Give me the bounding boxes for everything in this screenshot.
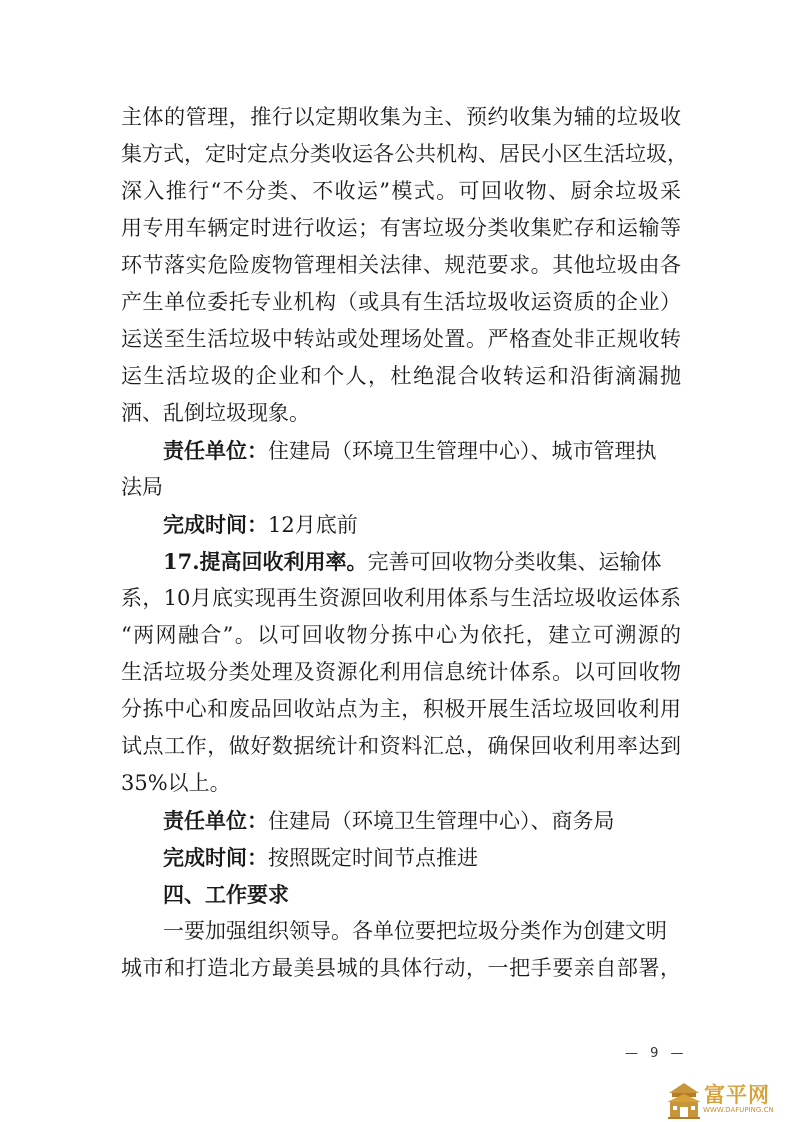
responsibility-line-2 (121, 802, 681, 839)
paragraph-line: 系，10月底实现再生资源回收利用体系与生活垃圾收运体系 (121, 586, 681, 610)
item-17-heading-line (121, 543, 681, 580)
paragraph-line: 集方式，定时定点分类收运各公共机构、居民小区生活垃圾， (121, 142, 688, 166)
responsibility-value: 住建局（环境卫生管理中心）、城市管理执 (268, 439, 657, 463)
paragraph-line: 试点工作，做好数据统计和资料汇总，确保回收利用率达到 (121, 734, 681, 758)
paragraph-line: 一要加强组织领导。各单位要把垃圾分类作为创建文明 (163, 919, 667, 943)
paragraph-line: 城市和打造北方最美县城的具体行动，一把手要亲自部署， (121, 956, 681, 980)
gate-tower-icon (666, 1080, 702, 1120)
paragraph-line: “两网融合”。以可回收物分拣中心为依托，建立可溯源的 (121, 623, 681, 647)
responsibility-value-cont: 法局 (121, 475, 163, 499)
item-17-text: 完善可回收物分类收集、运输体 (367, 550, 662, 574)
deadline-line-1 (121, 506, 681, 543)
responsibility-label: 责任单位： (163, 438, 268, 463)
section-heading: 四、工作要求 (163, 882, 289, 907)
item-17-title: 17.提高回收利用率。 (163, 549, 368, 574)
responsibility-line-1 (121, 432, 681, 469)
watermark-logo (664, 1078, 793, 1122)
paragraph-line: 35%以上。 (121, 771, 231, 795)
paragraph-line: 生活垃圾分类处理及资源化利用信息统计体系。以可回收物 (121, 660, 681, 684)
page-number: — 9 — (625, 1046, 688, 1061)
deadline-label: 完成时间： (163, 512, 268, 537)
paragraph-line: 运生活垃圾的企业和个人，杜绝混合收转运和沿街滴漏抛 (121, 364, 681, 388)
paragraph-line: 深入推行“不分类、不收运”模式。可回收物、厨余垃圾采 (121, 179, 681, 203)
deadline-value: 12月底前 (268, 513, 358, 537)
paragraph-line: 分拣中心和废品回收站点为主，积极开展生活垃圾回收利用 (121, 697, 681, 721)
watermark-title: 富平网 (704, 1083, 770, 1107)
paragraph-line: 运送至生活垃圾中转站或处理场处置。严格查处非正规收转 (121, 327, 681, 351)
paragraph-line: 产生单位委托专业机构（或具有生活垃圾收运资质的企业） (121, 290, 681, 314)
paragraph-line: 环节落实危险废物管理相关法律、规范要求。其他垃圾由各 (121, 253, 681, 277)
deadline-value: 按照既定时间节点推进 (268, 846, 478, 870)
paragraph-line: 用专用车辆定时进行收运；有害垃圾分类收集贮存和运输等 (121, 216, 681, 240)
responsibility-value: 住建局（环境卫生管理中心）、商务局 (268, 809, 615, 833)
paragraph-line: 洒、乱倒垃圾现象。 (121, 401, 310, 425)
watermark-url: WWW.DAFUPING.CN (703, 1106, 774, 1114)
deadline-label: 完成时间： (163, 845, 268, 870)
paragraph-line: 主体的管理，推行以定期收集为主、预约收集为辅的垃圾收 (121, 105, 681, 129)
document-body (121, 99, 688, 987)
responsibility-label: 责任单位： (163, 808, 268, 833)
deadline-line-2 (121, 839, 681, 876)
